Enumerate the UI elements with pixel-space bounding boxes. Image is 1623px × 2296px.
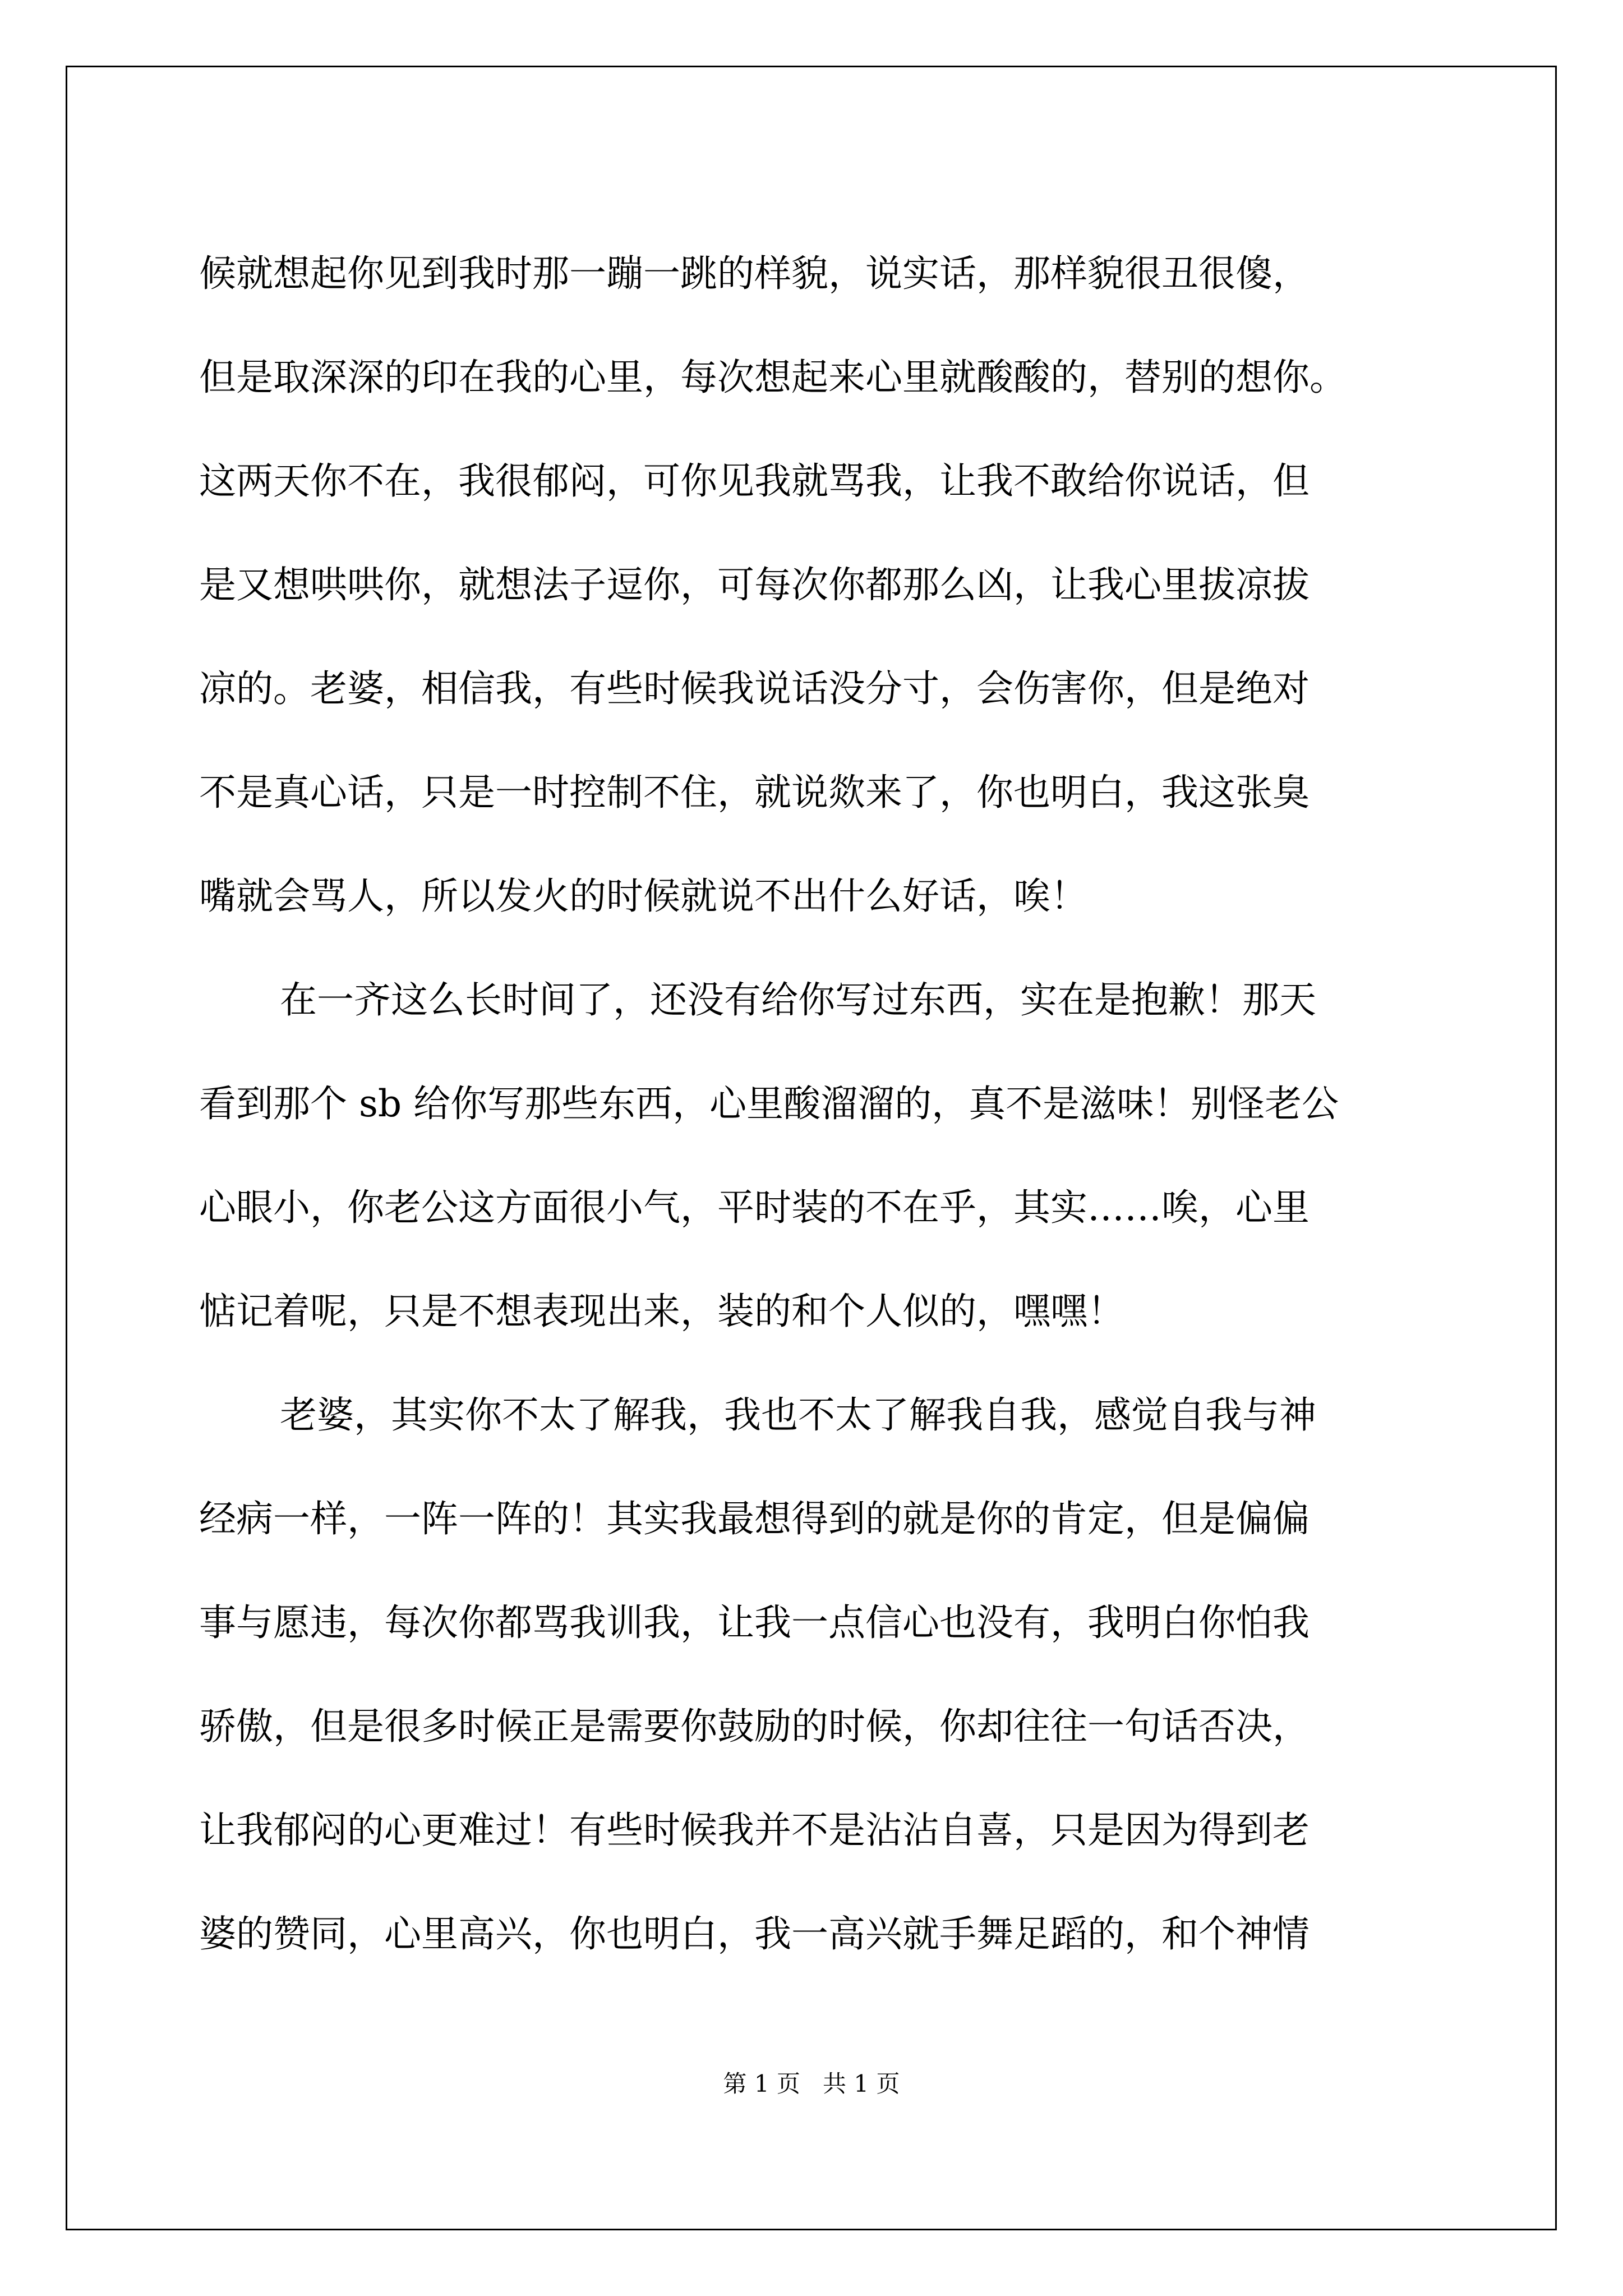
text-line: 候就想起你见到我时那一蹦一跳的样貌，说实话，那样貌很丑很傻，: [199, 252, 1310, 295]
text-line: 骄傲，但是很多时候正是需要你鼓励的时候，你却往往一句话否决，: [199, 1705, 1310, 1748]
text-line: 经病一样，一阵一阵的！其实我最想得到的就是你的肯定，但是偏偏: [199, 1497, 1310, 1540]
text-line: 看到那个 sb 给你写那些东西，心里酸溜溜的，真不是滋味！别怪老公: [199, 1082, 1339, 1125]
text-line: 这两天你不在，我很郁闷，可你见我就骂我，让我不敢给你说话，但: [199, 459, 1310, 503]
text-line: 凉的。老婆，相信我，有些时候我说话没分寸，会伤害你，但是绝对: [199, 667, 1310, 710]
text-line: 在一齐这么长时间了，还没有给你写过东西，实在是抱歉！那天: [280, 978, 1316, 1022]
text-line: 事与愿违，每次你都骂我训我，让我一点信心也没有，我明白你怕我: [199, 1601, 1310, 1644]
page-footer: [0, 2065, 1623, 2099]
page-total: 共 1 页: [823, 2070, 900, 2097]
text-line: 惦记着呢，只是不想表现出来，装的和个人似的，嘿嘿！: [199, 1290, 1124, 1333]
text-line: 是又想哄哄你，就想法子逗你，可每次你都那么凶，让我心里拔凉拔: [199, 563, 1310, 606]
text-line: 嘴就会骂人，所以发火的时候就说不出什么好话，唉！: [199, 875, 1087, 918]
text-line: 老婆，其实你不太了解我，我也不太了解我自我，感觉自我与神: [280, 1393, 1316, 1437]
text-line: 心眼小，你老公这方面很小气，平时装的不在乎，其实……唉，心里: [199, 1186, 1310, 1229]
page-number: 第 1 页: [723, 2070, 800, 2097]
text-line: 不是真心话，只是一时控制不住，就说欻来了，你也明白，我这张臭: [199, 771, 1310, 814]
text-line: 但是取深深的印在我的心里，每次想起来心里就酸酸的，替别的想你。: [199, 356, 1347, 399]
text-line: 婆的赞同，心里高兴，你也明白，我一高兴就手舞足蹈的，和个神情: [199, 1912, 1310, 1955]
document-body: [199, 222, 1433, 1986]
text-line: 让我郁闷的心更难过！有些时候我并不是沾沾自喜，只是因为得到老: [199, 1809, 1310, 1852]
